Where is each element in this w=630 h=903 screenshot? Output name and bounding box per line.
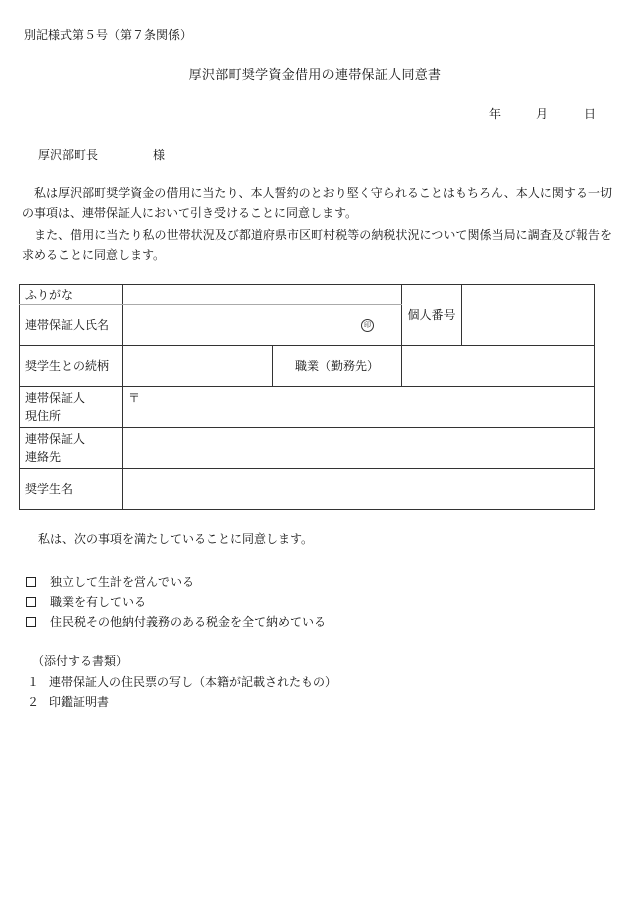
checklist-item xyxy=(24,572,326,592)
consent-paragraph-2-text: また、借用に当たり私の世帯状況及び都道府県市区町村税等の納税状況について関係当局に調査及び報告を求めることに同意します。 xyxy=(22,228,612,262)
checklist-item xyxy=(24,612,326,632)
relationship-field[interactable] xyxy=(123,346,273,387)
agreement-statement: 私は、次の事項を満たしていることに同意します。 xyxy=(38,532,314,546)
attachment-item xyxy=(24,672,337,692)
occupation-label: 職業（勤務先） xyxy=(273,346,402,387)
attachment-item xyxy=(24,692,337,712)
document-title: 厚沢部町奨学資金借用の連帯保証人同意書 xyxy=(188,68,442,83)
seal-mark: 印 xyxy=(361,319,374,332)
date-year-label: 年 xyxy=(489,107,502,121)
address-label-line2: 現住所 xyxy=(25,409,62,423)
address-field[interactable] xyxy=(123,387,595,428)
student-name-label: 奨学生名 xyxy=(20,469,123,510)
attachment-number: １ xyxy=(27,675,40,689)
personal-number-field[interactable] xyxy=(462,285,595,346)
checkbox[interactable] xyxy=(26,617,36,627)
furigana-label: ふりがな xyxy=(20,285,123,305)
attachments-list xyxy=(24,672,337,712)
contact-label-line2: 連絡先 xyxy=(25,450,62,464)
student-name-field[interactable] xyxy=(123,469,595,510)
consent-paragraph-2 xyxy=(22,225,612,265)
guarantor-name-field[interactable] xyxy=(123,305,402,346)
addressee-suffix: 様 xyxy=(153,148,166,162)
attachment-number: ２ xyxy=(27,695,40,709)
guarantor-info-table xyxy=(19,284,595,510)
contact-field[interactable] xyxy=(123,428,595,469)
agreement-checklist xyxy=(24,572,326,632)
form-number: 別記様式第５号（第７条関係） xyxy=(24,28,193,42)
furigana-field[interactable] xyxy=(123,285,402,305)
guarantor-name-label: 連帯保証人氏名 xyxy=(20,305,123,346)
occupation-field[interactable] xyxy=(402,346,595,387)
attachment-text: 連帯保証人の住民票の写し（本籍が記載されたもの） xyxy=(49,675,338,689)
checkbox[interactable] xyxy=(26,577,36,587)
addressee: 厚沢部町長 xyxy=(38,148,99,162)
personal-number-label: 個人番号 xyxy=(402,285,462,346)
date-month-label: 月 xyxy=(536,107,549,121)
date-day-label: 日 xyxy=(584,107,597,121)
checklist-item xyxy=(24,592,326,612)
relationship-label: 奨学生との続柄 xyxy=(20,346,123,387)
attachment-text: 印鑑証明書 xyxy=(49,695,110,709)
address-label xyxy=(20,387,123,428)
consent-paragraph-1-text: 私は厚沢部町奨学資金の借用に当たり、本人誓約のとおり堅く守られることはもちろん、本人に関する一切の事項は、連帯保証人において引き受けることに同意します。 xyxy=(22,186,612,220)
checklist-item-label: 独立して生計を営んでいる xyxy=(50,575,195,589)
checklist-item-label: 職業を有している xyxy=(50,595,147,609)
contact-label-line1: 連帯保証人 xyxy=(25,432,86,446)
contact-label xyxy=(20,428,123,469)
postal-mark: 〒 xyxy=(128,391,141,405)
checkbox[interactable] xyxy=(26,597,36,607)
attachments-heading: （添付する書類） xyxy=(32,654,129,668)
address-label-line1: 連帯保証人 xyxy=(25,391,86,405)
checklist-item-label: 住民税その他納付義務のある税金を全て納めている xyxy=(50,615,327,629)
consent-paragraph-1 xyxy=(22,183,612,223)
